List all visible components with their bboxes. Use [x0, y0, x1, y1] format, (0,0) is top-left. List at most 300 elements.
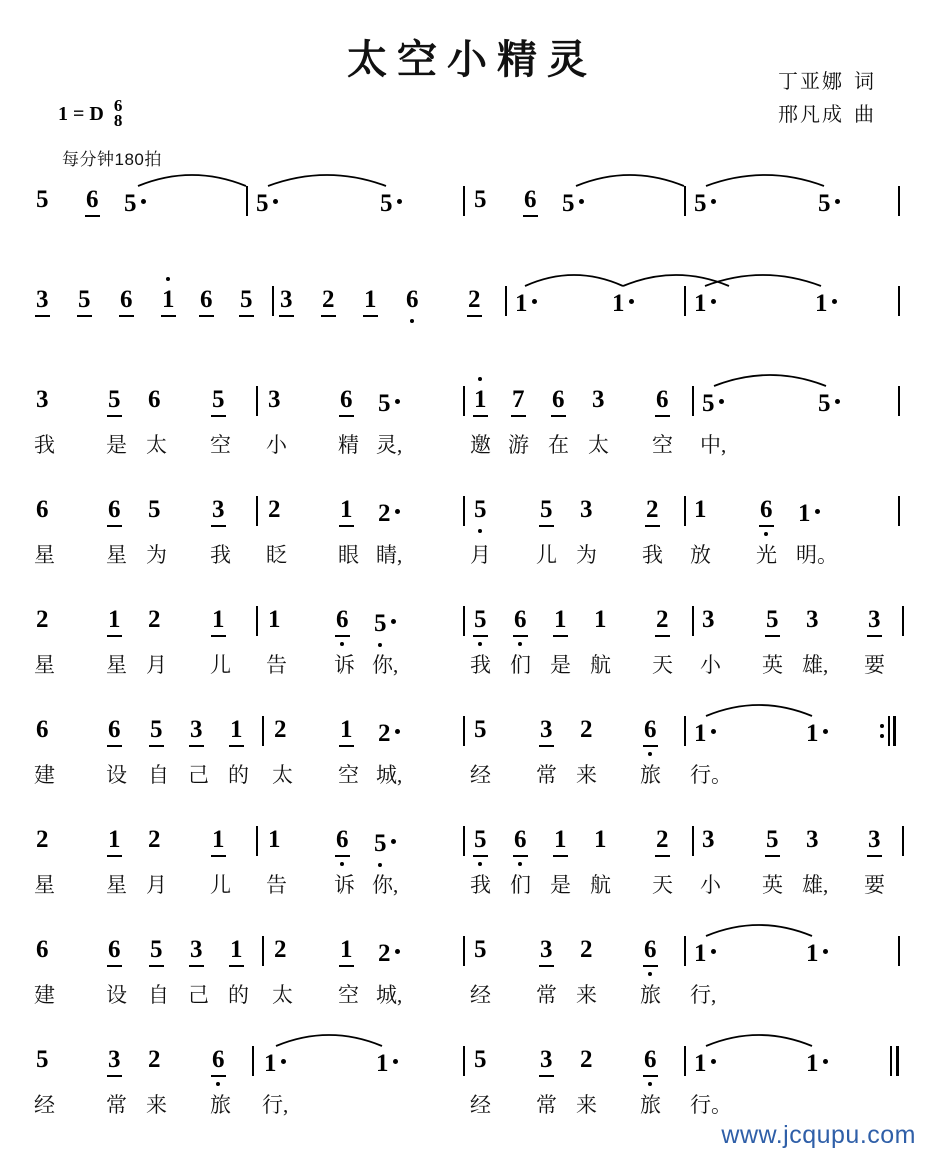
- lyric-syllable: 来: [576, 763, 597, 787]
- lyric-syllable: 常: [106, 1093, 127, 1117]
- lyric-syllable: 星: [34, 543, 55, 567]
- note: 5: [78, 286, 91, 313]
- lyric-row: [0, 761, 944, 801]
- note: 1: [340, 936, 353, 963]
- note: 6: [212, 1045, 225, 1075]
- note: 1: [806, 1045, 828, 1079]
- barline: [692, 826, 694, 856]
- lyric-syllable: 的: [228, 763, 249, 787]
- lyricist-role: 词: [854, 71, 876, 93]
- note: 1: [694, 496, 707, 523]
- barline: [684, 286, 686, 316]
- barline: [463, 186, 465, 216]
- page-title: 太空小精灵: [347, 37, 597, 82]
- barline: [246, 186, 248, 216]
- note: 5: [474, 716, 487, 743]
- note: 3: [36, 386, 49, 413]
- lyric-syllable: 你,: [372, 873, 399, 897]
- lyric-syllable: 航: [590, 873, 611, 897]
- note-row: [0, 495, 944, 541]
- lyric-row: [0, 541, 944, 581]
- note: 2: [148, 826, 161, 853]
- note: 6: [514, 825, 527, 855]
- note: 3: [212, 496, 225, 523]
- lyric-syllable: 游: [508, 433, 529, 457]
- augmentation-dot: [823, 715, 828, 745]
- note: 1: [268, 606, 281, 633]
- augmentation-dot: [832, 285, 837, 315]
- slur: [704, 1028, 814, 1048]
- note: 1: [340, 716, 353, 743]
- note: 6: [108, 936, 121, 963]
- lyric-syllable: 城,: [376, 983, 403, 1007]
- time-signature: [114, 98, 123, 128]
- note: 5: [562, 185, 584, 219]
- note: 6: [200, 286, 213, 313]
- note: 1: [268, 826, 281, 853]
- augmentation-dot: [395, 935, 400, 965]
- lyric-syllable: 眼: [338, 543, 359, 567]
- note: 3: [268, 386, 281, 413]
- note: 6: [36, 496, 49, 523]
- note: 2: [274, 936, 287, 963]
- note: 6: [340, 386, 353, 413]
- note: 5: [378, 385, 400, 419]
- lyric-row: [0, 651, 944, 691]
- time-signature-denominator: 8: [113, 111, 123, 130]
- lyric-syllable: 自: [148, 983, 169, 1007]
- note: 5: [212, 386, 225, 413]
- augmentation-dot: [711, 185, 716, 215]
- lyric-syllable: 在: [548, 433, 569, 457]
- note-row: [0, 1045, 944, 1091]
- lyric-syllable: 精: [338, 433, 359, 457]
- note: 1: [212, 606, 225, 633]
- lyric-syllable: 空: [338, 983, 359, 1007]
- barline: [692, 606, 694, 636]
- note: 2: [646, 496, 659, 523]
- augmentation-dot: [391, 605, 396, 635]
- barline: [262, 936, 264, 966]
- note: 5: [108, 386, 121, 413]
- note: 5: [240, 286, 253, 313]
- note: 2: [322, 286, 335, 313]
- lyric-syllable: 星: [106, 873, 127, 897]
- augmentation-dot: [579, 185, 584, 215]
- note: 1: [162, 286, 175, 313]
- barline: [463, 606, 465, 636]
- note-row: [0, 185, 944, 231]
- lyric-syllable: 光: [756, 543, 777, 567]
- note: 1: [212, 826, 225, 853]
- lyric-syllable: 自: [148, 763, 169, 787]
- note: 1: [340, 496, 353, 523]
- note: 3: [868, 606, 881, 633]
- note: 2: [656, 826, 669, 853]
- slur: [274, 1028, 384, 1048]
- note: 5: [374, 605, 396, 639]
- lyric-syllable: 空: [338, 763, 359, 787]
- note: 1: [515, 285, 537, 319]
- note: 5: [150, 716, 163, 743]
- barline: [684, 496, 686, 526]
- barline: [902, 826, 904, 856]
- note: 2: [468, 286, 481, 313]
- barline: [898, 936, 900, 966]
- staff-line-7: [0, 825, 944, 917]
- lyric-syllable: 建: [34, 763, 55, 787]
- note: 5: [36, 1046, 49, 1073]
- lyric-syllable: 放: [690, 543, 711, 567]
- note-row: [0, 825, 944, 871]
- watermark: www.jcqupu.com: [721, 1121, 916, 1149]
- staff-line-2: [0, 285, 944, 377]
- note: 3: [190, 716, 203, 743]
- lyric-syllable: 是: [550, 873, 571, 897]
- slur: [136, 168, 248, 188]
- slur: [266, 168, 388, 188]
- note: 2: [148, 606, 161, 633]
- augmentation-dot: [815, 495, 820, 525]
- lyric-syllable: 设: [106, 763, 127, 787]
- note: 5: [36, 186, 49, 213]
- lyric-syllable: 星: [106, 543, 127, 567]
- lyric-syllable: 们: [510, 653, 531, 677]
- staff-line-4: [0, 495, 944, 587]
- lyric-syllable: 天: [652, 873, 673, 897]
- barline: [256, 496, 258, 526]
- note: 2: [580, 936, 593, 963]
- lyric-syllable: 小: [700, 653, 721, 677]
- lyric-syllable: 来: [146, 1093, 167, 1117]
- note: 2: [378, 715, 400, 749]
- note: 2: [580, 716, 593, 743]
- note: 2: [148, 1046, 161, 1073]
- note-row: [0, 285, 944, 331]
- augmentation-dot: [629, 285, 634, 315]
- lyric-syllable: 我: [34, 433, 55, 457]
- lyric-syllable: 经: [470, 983, 491, 1007]
- lyric-syllable: 你,: [372, 653, 399, 677]
- lyric-syllable: 行,: [690, 983, 717, 1007]
- note: 5: [150, 936, 163, 963]
- lyric-syllable: 眨: [266, 543, 287, 567]
- note: 1: [230, 936, 243, 963]
- note: 5: [766, 826, 779, 853]
- note: 3: [540, 936, 553, 963]
- note: 6: [644, 1045, 657, 1075]
- note: 5: [124, 185, 146, 219]
- lyric-syllable: 来: [576, 983, 597, 1007]
- lyric-syllable: 告: [266, 873, 287, 897]
- lyric-syllable: 经: [34, 1093, 55, 1117]
- lyric-syllable: 航: [590, 653, 611, 677]
- note: 6: [86, 186, 99, 213]
- lyric-syllable: 我: [470, 873, 491, 897]
- barline: [898, 186, 900, 216]
- barline: [256, 826, 258, 856]
- note: 6: [656, 386, 669, 413]
- composer-role: 曲: [854, 104, 876, 126]
- lyric-syllable: 儿: [210, 873, 231, 897]
- lyric-syllable: 来: [576, 1093, 597, 1117]
- lyric-syllable: 要: [864, 873, 885, 897]
- lyric-syllable: 英: [762, 873, 783, 897]
- barline: [256, 386, 258, 416]
- note: 5: [148, 496, 161, 523]
- lyric-syllable: 为: [146, 543, 167, 567]
- note: 6: [514, 605, 527, 635]
- augmentation-dot: [532, 285, 537, 315]
- barline: [463, 1046, 465, 1076]
- note: 1: [806, 715, 828, 749]
- lyric-syllable: 常: [536, 1093, 557, 1117]
- note: 5: [474, 496, 487, 523]
- key-and-time-signature: [58, 96, 123, 130]
- lyric-syllable: 雄,: [802, 873, 829, 897]
- note: 3: [806, 606, 819, 633]
- note: 3: [806, 826, 819, 853]
- lyric-syllable: 建: [34, 983, 55, 1007]
- note-row: [0, 385, 944, 431]
- lyric-syllable: 太: [272, 763, 293, 787]
- lyric-syllable: 小: [266, 433, 287, 457]
- note: 6: [108, 716, 121, 743]
- lyric-syllable: 常: [536, 763, 557, 787]
- staff-line-6: [0, 715, 944, 807]
- note: 5: [818, 385, 840, 419]
- barline: [692, 386, 694, 416]
- lyric-row: [0, 431, 944, 471]
- lyric-syllable: 太: [272, 983, 293, 1007]
- note: 2: [36, 606, 49, 633]
- barline: [684, 716, 686, 746]
- note: 2: [378, 495, 400, 529]
- composer-line: [778, 99, 876, 132]
- lyric-syllable: 己: [188, 763, 209, 787]
- barline: [505, 286, 507, 316]
- augmentation-dot: [711, 285, 716, 315]
- lyric-syllable: 是: [550, 653, 571, 677]
- note: 1: [264, 1045, 286, 1079]
- composer-name: 邢凡成: [778, 104, 844, 126]
- lyric-syllable: 儿: [536, 543, 557, 567]
- note: 6: [108, 496, 121, 523]
- note: 6: [36, 716, 49, 743]
- lyric-syllable: 城,: [376, 763, 403, 787]
- note: 2: [580, 1046, 593, 1073]
- note: 5: [694, 185, 716, 219]
- lyric-syllable: 设: [106, 983, 127, 1007]
- note: 5: [474, 605, 487, 635]
- barline: [463, 386, 465, 416]
- note: 2: [378, 935, 400, 969]
- note: 1: [554, 606, 567, 633]
- note: 6: [644, 935, 657, 965]
- lyricist-name: 丁亚娜: [778, 71, 844, 93]
- lyric-syllable: 儿: [210, 653, 231, 677]
- note: 1: [554, 826, 567, 853]
- note: 3: [702, 606, 715, 633]
- lyric-syllable: 明。: [796, 543, 838, 567]
- note: 3: [868, 826, 881, 853]
- lyric-syllable: 行,: [262, 1093, 289, 1117]
- lyric-row: [0, 871, 944, 911]
- note-row: [0, 935, 944, 981]
- note: 1: [806, 935, 828, 969]
- barline: [684, 186, 686, 216]
- time-signature-numerator: 6: [113, 96, 123, 115]
- note: 1: [376, 1045, 398, 1079]
- augmentation-dot: [395, 495, 400, 525]
- lyric-syllable: 是: [106, 433, 127, 457]
- note: 1: [694, 935, 716, 969]
- staff-line-3: [0, 385, 944, 477]
- slur: [574, 168, 686, 188]
- lyric-syllable: 旅: [210, 1093, 231, 1117]
- lyric-syllable: 旅: [640, 763, 661, 787]
- note: 2: [36, 826, 49, 853]
- note: 1: [694, 715, 716, 749]
- lyric-syllable: 常: [536, 983, 557, 1007]
- lyric-syllable: 邀: [470, 433, 491, 457]
- lyric-syllable: 空: [652, 433, 673, 457]
- note: 6: [336, 825, 349, 855]
- augmentation-dot: [835, 185, 840, 215]
- lyric-syllable: 行。: [690, 763, 732, 787]
- staff-line-1: [0, 185, 944, 277]
- note: 5: [380, 185, 402, 219]
- barline: [463, 826, 465, 856]
- lyric-syllable: 旅: [640, 1093, 661, 1117]
- lyric-syllable: 为: [576, 543, 597, 567]
- lyric-syllable: 经: [470, 763, 491, 787]
- barline: [262, 716, 264, 746]
- note: 1: [815, 285, 837, 319]
- note: 5: [256, 185, 278, 219]
- note: 5: [374, 825, 396, 859]
- augmentation-dot: [393, 1045, 398, 1075]
- note: 5: [474, 936, 487, 963]
- note: 5: [474, 825, 487, 855]
- augmentation-dot: [711, 935, 716, 965]
- note: 7: [512, 386, 525, 413]
- note: 3: [540, 716, 553, 743]
- note: 1: [364, 286, 377, 313]
- augmentation-dot: [391, 825, 396, 855]
- note: 6: [406, 286, 419, 313]
- note: 6: [524, 186, 537, 213]
- lyric-syllable: 小: [700, 873, 721, 897]
- note: 1: [694, 1045, 716, 1079]
- note: 1: [798, 495, 820, 529]
- barline: [684, 936, 686, 966]
- tempo-marking: 每分钟180拍: [62, 150, 162, 169]
- augmentation-dot: [395, 385, 400, 415]
- note: 1: [594, 826, 607, 853]
- lyric-syllable: 太: [146, 433, 167, 457]
- lyric-syllable: 月: [146, 653, 167, 677]
- barline: [252, 1046, 254, 1076]
- barline: [256, 606, 258, 636]
- lyric-syllable: 的: [228, 983, 249, 1007]
- lyric-syllable: 英: [762, 653, 783, 677]
- barline: [272, 286, 274, 316]
- note: 1: [474, 386, 487, 413]
- slur: [704, 918, 814, 938]
- augmentation-dot: [719, 385, 724, 415]
- lyric-syllable: 经: [470, 1093, 491, 1117]
- lyric-syllable: 我: [210, 543, 231, 567]
- barline: [898, 286, 900, 316]
- note: 5: [540, 496, 553, 523]
- augmentation-dot: [835, 385, 840, 415]
- note: 1: [108, 826, 121, 853]
- barline: [463, 496, 465, 526]
- note: 1: [612, 285, 634, 319]
- augmentation-dot: [397, 185, 402, 215]
- note: 3: [702, 826, 715, 853]
- lyric-syllable: 我: [642, 543, 663, 567]
- lyric-syllable: 中,: [700, 433, 727, 457]
- note-row: [0, 715, 944, 761]
- barline: [463, 936, 465, 966]
- note: 6: [148, 386, 161, 413]
- note: 3: [190, 936, 203, 963]
- augmentation-dot: [711, 715, 716, 745]
- lyric-syllable: 睛,: [376, 543, 403, 567]
- barline: [898, 386, 900, 416]
- augmentation-dot: [281, 1045, 286, 1075]
- lyricist-line: [778, 66, 876, 99]
- barline: [684, 1046, 686, 1076]
- note: 5: [818, 185, 840, 219]
- key-signature: 1 = D: [58, 103, 104, 125]
- note: 5: [474, 186, 487, 213]
- note: 3: [580, 496, 593, 523]
- note: 3: [280, 286, 293, 313]
- lyric-syllable: 要: [864, 653, 885, 677]
- note: 1: [230, 716, 243, 743]
- lyric-syllable: 们: [510, 873, 531, 897]
- augmentation-dot: [141, 185, 146, 215]
- barline: [463, 716, 465, 746]
- lyric-syllable: 我: [470, 653, 491, 677]
- augmentation-dot: [395, 715, 400, 745]
- slur: [704, 168, 826, 188]
- lyric-syllable: 月: [146, 873, 167, 897]
- lyric-syllable: 空: [210, 433, 231, 457]
- lyric-syllable: 星: [34, 653, 55, 677]
- note: 6: [36, 936, 49, 963]
- note: 6: [552, 386, 565, 413]
- note: 6: [120, 286, 133, 313]
- note: 2: [656, 606, 669, 633]
- note: 6: [336, 605, 349, 635]
- lyric-syllable: 告: [266, 653, 287, 677]
- note: 5: [474, 1046, 487, 1073]
- note: 3: [592, 386, 605, 413]
- augmentation-dot: [273, 185, 278, 215]
- lyric-syllable: 旅: [640, 983, 661, 1007]
- note: 3: [540, 1046, 553, 1073]
- note: 1: [594, 606, 607, 633]
- credits: [778, 66, 876, 132]
- lyric-syllable: 灵,: [376, 433, 403, 457]
- repeat-barline: [880, 716, 898, 746]
- lyric-syllable: 月: [470, 543, 491, 567]
- lyric-syllable: 诉: [334, 653, 355, 677]
